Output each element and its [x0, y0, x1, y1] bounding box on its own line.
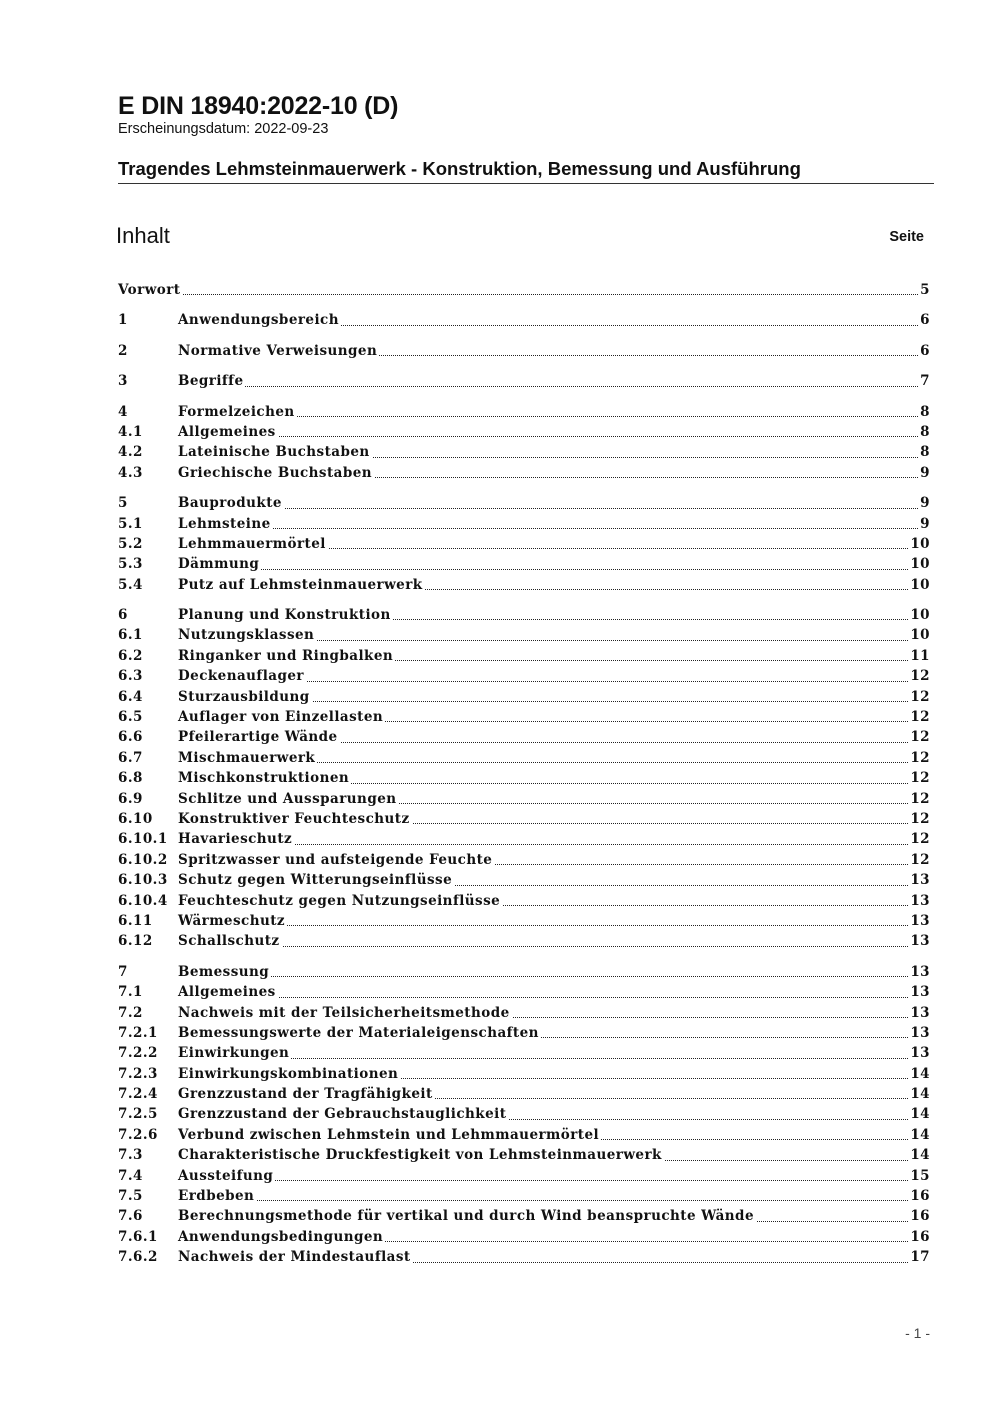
toc-entry-page: 13: [908, 931, 930, 951]
toc-entry-title: Auflager von Einzellasten: [178, 707, 385, 727]
toc-entry-title: Lateinische Buchstaben: [178, 442, 372, 462]
page-number: - 1 -: [905, 1325, 930, 1341]
toc-dot-leader: [178, 386, 926, 387]
document-title: Tragendes Lehmsteinmauerwerk - Konstruktion, Bemessung und Ausführung: [118, 158, 801, 179]
toc-entry-title: Bemessungswerte der Materialeigenschaften: [178, 1023, 541, 1043]
toc-entry-title: Nachweis der Mindestauflast: [178, 1247, 413, 1267]
toc-entry-title: Mischmauerwerk: [178, 748, 317, 768]
toc-dot-leader: [178, 436, 926, 437]
toc-entry[interactable]: [118, 1064, 930, 1084]
toc-entry[interactable]: [118, 1003, 930, 1023]
toc-entry-page: 8: [918, 442, 930, 462]
toc-entry-title: Mischkonstruktionen: [178, 768, 351, 788]
toc-entry-number: 5: [118, 495, 128, 512]
toc-entry[interactable]: [118, 1084, 930, 1104]
toc-entry-number: 6.2: [118, 647, 143, 664]
toc-entry[interactable]: [118, 911, 930, 931]
toc-entry-page: 14: [908, 1125, 930, 1145]
toc-dot-leader: [178, 946, 926, 947]
toc-entry-number: 6.7: [118, 749, 143, 766]
toc-dot-leader: [178, 1180, 926, 1181]
toc-dot-leader: [178, 925, 926, 926]
toc-entry-title: Dämmung: [178, 554, 261, 574]
toc-entry[interactable]: [118, 727, 930, 747]
toc-entry-number: 7.2.4: [118, 1086, 158, 1103]
toc-entry-number: 7.2: [118, 1004, 143, 1021]
toc-entry-page: 12: [908, 727, 930, 747]
toc-entry-title: Sturzausbildung: [178, 687, 312, 707]
toc-entry-number: 6.11: [118, 912, 153, 929]
toc-entry-number: 6.1: [118, 627, 143, 644]
toc-entry[interactable]: [118, 534, 930, 554]
toc-entry-page: 9: [918, 463, 930, 483]
toc-entry-number: 4.1: [118, 423, 143, 440]
toc-entry[interactable]: [118, 687, 930, 707]
toc-entry-title: Anwendungsbereich: [178, 310, 341, 330]
toc-entry[interactable]: [118, 707, 930, 727]
toc-entry[interactable]: [118, 870, 930, 890]
toc-entry-page: 14: [908, 1064, 930, 1084]
toc-entry[interactable]: [118, 931, 930, 951]
toc-entry-number: 4.3: [118, 464, 143, 481]
toc-entry[interactable]: [118, 514, 930, 534]
toc-dot-leader: [178, 997, 926, 998]
toc-entry-title: Formelzeichen: [178, 402, 297, 422]
toc-entry[interactable]: [118, 1206, 930, 1226]
toc-entry-page: 13: [908, 1023, 930, 1043]
toc-entry-page: 7: [918, 371, 930, 391]
toc-entry-title: Grenzzustand der Gebrauchstauglichkeit: [178, 1104, 508, 1124]
toc-entry[interactable]: [118, 1227, 930, 1247]
toc-entry[interactable]: [118, 371, 930, 391]
toc-entry-title: Nachweis mit der Teilsicherheitsmethode: [178, 1003, 512, 1023]
toc-entry-page: 11: [908, 646, 930, 666]
toc-entry[interactable]: [118, 982, 930, 1002]
toc-entry[interactable]: [118, 605, 930, 625]
toc-entry-title: Einwirkungskombinationen: [178, 1064, 400, 1084]
toc-entry[interactable]: [118, 748, 930, 768]
toc-entry-page: 8: [918, 402, 930, 422]
toc-entry-number: 5.2: [118, 535, 143, 552]
toc-entry-page: 13: [908, 891, 930, 911]
toc-entry-number: 6.3: [118, 668, 143, 685]
toc-entry-number: 7.6: [118, 1208, 143, 1225]
toc-dot-leader: [118, 294, 926, 295]
toc-entry-page: 10: [908, 625, 930, 645]
toc-entry[interactable]: [118, 962, 930, 982]
toc-entry[interactable]: [118, 493, 930, 513]
toc-entry-title: Einwirkungen: [178, 1043, 291, 1063]
document-id: E DIN 18940:2022-10 (D): [118, 92, 399, 120]
toc-entry-number: 6.10.2: [118, 851, 168, 868]
toc-entry-page: 16: [908, 1186, 930, 1206]
toc-entry[interactable]: [118, 891, 930, 911]
toc-entry[interactable]: [118, 768, 930, 788]
toc-entry-page: 12: [908, 687, 930, 707]
toc-entry[interactable]: [118, 666, 930, 686]
toc-entry-number: 6.10.3: [118, 872, 168, 889]
toc-entry[interactable]: [118, 1125, 930, 1145]
toc-entry-page: 12: [908, 748, 930, 768]
toc-entry-page: 13: [908, 1043, 930, 1063]
toc-entry-number: 7: [118, 963, 128, 980]
toc-entry-title: Charakteristische Druckfestigkeit von Lehmsteinmauerwerk: [178, 1145, 664, 1165]
toc-entry-page: 10: [908, 575, 930, 595]
toc-entry-title: Konstruktiver Feuchteschutz: [178, 809, 412, 829]
toc-entry[interactable]: [118, 463, 930, 483]
toc-entry-title: Schallschutz: [178, 931, 282, 951]
toc-entry-number: 2: [118, 342, 128, 359]
toc-entry-page: 12: [908, 789, 930, 809]
toc-entry-number: 5.4: [118, 576, 143, 593]
toc-entry-title: Erdbeben: [178, 1186, 256, 1206]
toc-entry-number: 7.4: [118, 1167, 143, 1184]
toc-entry-number: 5.3: [118, 556, 143, 573]
toc-entry-title: Grenzzustand der Tragfähigkeit: [178, 1084, 435, 1104]
toc-entry-number: 4.2: [118, 444, 143, 461]
toc-entry-title: Schutz gegen Witterungseinflüsse: [178, 870, 454, 890]
toc-entry-number: 7.2.3: [118, 1065, 158, 1082]
toc-entry-page: 12: [908, 850, 930, 870]
toc-heading: Inhalt: [116, 223, 170, 248]
toc-entry-page: 13: [908, 911, 930, 931]
toc-entry-number: 6.12: [118, 933, 153, 950]
toc-page-column-label: Seite: [889, 229, 924, 245]
toc-entry-number: 6.8: [118, 770, 143, 787]
toc-entry[interactable]: [118, 422, 930, 442]
toc-entry-number: 7.3: [118, 1147, 143, 1164]
toc-entry-number: 1: [118, 312, 128, 329]
toc-entry-number: 6.6: [118, 729, 143, 746]
toc-entry-page: 10: [908, 554, 930, 574]
toc-entry[interactable]: [118, 341, 930, 361]
toc-entry-page: 12: [908, 768, 930, 788]
toc-entry-title: Allgemeines: [178, 422, 278, 442]
toc-entry-page: 14: [908, 1104, 930, 1124]
toc-entry-title: Deckenauflager: [178, 666, 306, 686]
toc-entry-title: Bemessung: [178, 962, 271, 982]
toc-entry[interactable]: [118, 1043, 930, 1063]
toc-entry-number: 7.6.1: [118, 1228, 158, 1245]
toc-entry-page: 12: [908, 707, 930, 727]
toc-entry-title: Nutzungsklassen: [178, 625, 316, 645]
toc-entry[interactable]: [118, 402, 930, 422]
toc-entry-page: 15: [908, 1166, 930, 1186]
toc-entry-number: 5.1: [118, 515, 143, 532]
toc-entry-number: 7.2.5: [118, 1106, 158, 1123]
toc-entry[interactable]: [118, 1104, 930, 1124]
toc-entry[interactable]: [118, 789, 930, 809]
toc-entry-title: Normative Verweisungen: [178, 341, 379, 361]
toc-entry[interactable]: [118, 575, 930, 595]
toc-entry-title: Wärmeschutz: [178, 911, 287, 931]
toc-entry-number: 6.10.4: [118, 892, 168, 909]
toc-entry-title: Anwendungsbedingungen: [178, 1227, 385, 1247]
toc-entry-page: 12: [908, 666, 930, 686]
toc-entry-number: 6.9: [118, 790, 143, 807]
toc-entry-number: 6.10.1: [118, 831, 168, 848]
toc-entry-number: 7.2.2: [118, 1045, 158, 1062]
toc-entry-page: 9: [918, 493, 930, 513]
publication-date: Erscheinungsdatum: 2022-09-23: [118, 121, 329, 137]
toc-entry-page: 14: [908, 1145, 930, 1165]
toc-entry-title: Havarieschutz: [178, 829, 294, 849]
toc-entry-page: 10: [908, 605, 930, 625]
toc-entry[interactable]: [118, 829, 930, 849]
toc-entry[interactable]: [118, 1247, 930, 1267]
toc-entry[interactable]: [118, 1166, 930, 1186]
toc-entry-page: 5: [918, 280, 930, 300]
toc-entry-number: 3: [118, 373, 128, 390]
toc-entry-number: 7.1: [118, 984, 143, 1001]
toc-entry[interactable]: [118, 280, 930, 300]
toc-dot-leader: [178, 528, 926, 529]
toc-dot-leader: [178, 508, 926, 509]
toc-entry-page: 17: [908, 1247, 930, 1267]
toc-entry[interactable]: [118, 850, 930, 870]
toc-entry[interactable]: [118, 1145, 930, 1165]
toc-entry-page: 13: [908, 962, 930, 982]
toc-entry-number: 6.10: [118, 810, 153, 827]
toc-entry-page: 10: [908, 534, 930, 554]
toc-entry[interactable]: [118, 442, 930, 462]
toc-entry-number: 6.4: [118, 688, 143, 705]
toc-entry-number: 7.6.2: [118, 1249, 158, 1266]
toc-entry-page: 12: [908, 809, 930, 829]
toc-entry-title: Pfeilerartige Wände: [178, 727, 340, 747]
toc-entry-title: Feuchteschutz gegen Nutzungseinflüsse: [178, 891, 502, 911]
toc-entry[interactable]: [118, 310, 930, 330]
toc-entry-number: 7.2.1: [118, 1024, 158, 1041]
toc-entry-page: 16: [908, 1227, 930, 1247]
toc-entry-title: Ringanker und Ringbalken: [178, 646, 395, 666]
toc-entry-title: Schlitze und Aussparungen: [178, 789, 399, 809]
toc-entry-page: 12: [908, 829, 930, 849]
toc-entry-number: 7.5: [118, 1188, 143, 1205]
toc-entry-page: 13: [908, 982, 930, 1002]
toc-entry[interactable]: [118, 1186, 930, 1206]
toc-entry-title: Vorwort: [118, 280, 182, 300]
toc-entry-number: 6: [118, 607, 128, 624]
table-of-contents: [118, 280, 930, 1268]
toc-dot-leader: [178, 569, 926, 570]
toc-entry-title: Spritzwasser und aufsteigende Feuchte: [178, 850, 494, 870]
toc-entry-page: 13: [908, 1003, 930, 1023]
toc-dot-leader: [178, 976, 926, 977]
toc-entry-number: 6.5: [118, 709, 143, 726]
toc-dot-leader: [178, 1200, 926, 1201]
toc-entry-title: Berechnungsmethode für vertikal und durch Wind beanspruchte Wände: [178, 1206, 756, 1226]
toc-entry[interactable]: [118, 809, 930, 829]
toc-entry-title: Bauprodukte: [178, 493, 284, 513]
toc-entry-title: Lehmmauermörtel: [178, 534, 328, 554]
toc-entry-page: 16: [908, 1206, 930, 1226]
toc-entry-title: Griechische Buchstaben: [178, 463, 374, 483]
toc-entry-title: Putz auf Lehmsteinmauerwerk: [178, 575, 425, 595]
toc-entry-page: 6: [918, 310, 930, 330]
toc-entry-page: 8: [918, 422, 930, 442]
toc-entry-title: Begriffe: [178, 371, 245, 391]
toc-entry[interactable]: [118, 646, 930, 666]
toc-entry-title: Aussteifung: [178, 1166, 275, 1186]
toc-entry[interactable]: [118, 554, 930, 574]
toc-entry[interactable]: [118, 1023, 930, 1043]
toc-entry[interactable]: [118, 625, 930, 645]
toc-entry-page: 6: [918, 341, 930, 361]
toc-entry-title: Planung und Konstruktion: [178, 605, 393, 625]
toc-entry-number: 4: [118, 403, 128, 420]
toc-entry-page: 9: [918, 514, 930, 534]
toc-entry-title: Lehmsteine: [178, 514, 273, 534]
toc-entry-number: 7.2.6: [118, 1126, 158, 1143]
toc-entry-title: Verbund zwischen Lehmstein und Lehmmauermörtel: [178, 1125, 601, 1145]
toc-entry-title: Allgemeines: [178, 982, 278, 1002]
toc-entry-page: 13: [908, 870, 930, 890]
title-divider: [118, 183, 934, 184]
toc-entry-page: 14: [908, 1084, 930, 1104]
